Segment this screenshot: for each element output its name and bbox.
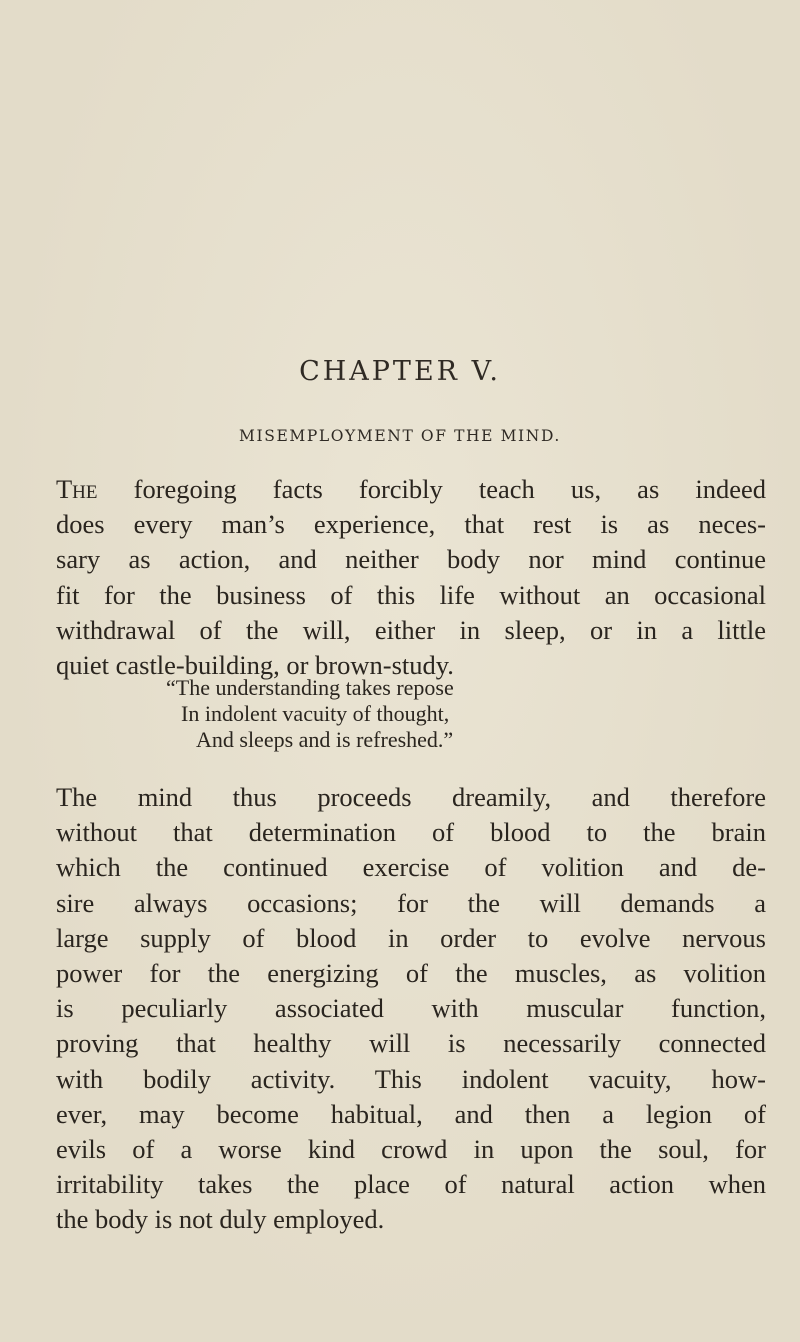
paragraph-line: large supply of blood in order to evolve nervous (56, 922, 766, 953)
paragraph-line: sire always occasions; for the will demands a (56, 887, 766, 918)
paragraph-line: which the continued exercise of volition and de- (56, 852, 766, 883)
chapter-subtitle: MISEMPLOYMENT OF THE MIND. (239, 427, 561, 445)
verse-line: “The understanding takes repose (166, 675, 454, 700)
paragraph-line: evils of a worse kind crowd in upon the soul, for (56, 1134, 766, 1165)
paragraph-line: The foregoing facts forcibly teach us, as indeed (56, 474, 766, 504)
paragraph-line: fit for the business of this life without an occasional (56, 579, 766, 610)
paragraph-line: The mind thus proceeds dreamily, and therefore (56, 782, 766, 812)
body-paragraph (56, 780, 766, 1238)
verse-line: In indolent vacuity of thought, (181, 701, 450, 726)
paragraph-line: without that determination of blood to the brain (56, 817, 766, 848)
paragraph-line: with bodily activity. This indolent vacuity, how- (56, 1063, 766, 1094)
opening-paragraph (56, 472, 766, 683)
chapter-title: CHAPTER V. (299, 356, 501, 387)
paragraph-line: ever, may become habitual, and then a legion of (56, 1098, 766, 1129)
paragraph-line: is peculiarly associated with muscular function, (56, 993, 766, 1024)
verse-line: And sleeps and is refreshed.” (196, 727, 454, 752)
paragraph-line: irritability takes the place of natural action when (56, 1169, 766, 1200)
opening-word: The (56, 474, 98, 504)
paragraph-line: power for the energizing of the muscles, as volition (56, 958, 766, 989)
paragraph-line: does every man’s experience, that rest is as neces- (56, 509, 766, 540)
paragraph-line: quiet castle-building, or brown-study. (56, 650, 454, 681)
paragraph-line: proving that healthy will is necessarily connected (56, 1028, 766, 1059)
paragraph-line: withdrawal of the will, either in sleep, or in a little (56, 614, 766, 645)
paragraph-line: the body is not duly employed. (56, 1204, 385, 1235)
paragraph-line: sary as action, and neither body nor mind continue (56, 544, 766, 575)
